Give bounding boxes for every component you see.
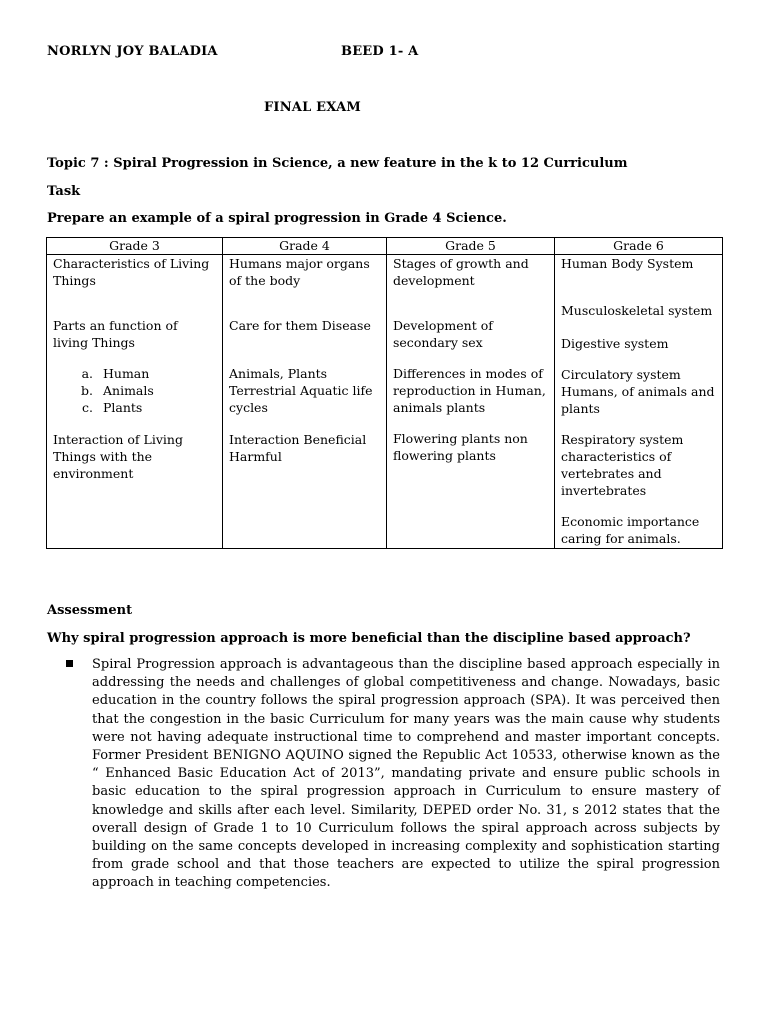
section-label: BEED 1- A [341, 44, 419, 59]
cell-grade5 [387, 255, 555, 549]
grade6-item3: Digestive system [561, 336, 669, 351]
header-grade6: Grade 6 [555, 238, 723, 255]
grade4-item3: Animals, Plants Terrestrial Aquatic life cycles [229, 366, 373, 415]
answer-paragraph: Spiral Progression approach is advantageous than the discipline based approach especially in addressing the needs and challenges of global competitiveness and change. Nowadays, basic education in the country follows the spiral progression approach (SPA). It was perceived then that the congestion in the basic Curriculum for many years was the main cause why students were not having adequate instructional time to comprehend and master important concepts. Former President BENIGNO AQUINO signed the Republic Act 10533, otherwise known as the “ Enhanced Basic Education Act of 2013”, mandating private and ensure public schools in basic education to the spiral progression approach in Curriculum to ensure mastery of knowledge and skills after each level. Similarity, DEPED order No. 31, s 2012 states that the overall design of Grade 1 to 10 Curriculum follows the spiral approach across subjects by building on the same concepts developed in increasing complexity and sophistication starting from grade school and that those teachers are expected to utilize the spiral progression approach in teaching competencies. [92, 657, 720, 891]
task-text: Prepare an example of a spiral progression in Grade 4 Science. [47, 211, 507, 226]
grade3-item2: Parts an function of living Things [53, 318, 178, 350]
header-grade3: Grade 3 [47, 238, 223, 255]
grade4-item2: Care for them Disease [229, 318, 371, 333]
grade6-item1: Human Body System [561, 256, 694, 271]
cell-grade3 [47, 255, 223, 549]
grade3-item3: Interaction of Living Things with the environment [53, 432, 183, 481]
grade6-item6: Economic importance caring for animals. [561, 514, 700, 546]
task-label: Task [47, 184, 81, 199]
student-name: NORLYN JOY BALADIA [47, 44, 218, 59]
cell-grade6 [555, 255, 723, 549]
assessment-label: Assessment [47, 603, 133, 618]
spiral-progression-table [46, 237, 723, 549]
list-item: c. Plants [97, 399, 216, 416]
square-bullet-icon [66, 660, 73, 667]
grade6-item4: Circulatory system Humans, of animals and plants [561, 367, 715, 416]
assessment-question: Why spiral progression approach is more beneficial than the discipline based approach? [47, 631, 691, 646]
table-header-row [47, 238, 723, 255]
list-item: b. Animals [97, 382, 216, 399]
grade3-sub-list [53, 365, 216, 416]
grade3-item1: Characteristics of Living Things [53, 256, 210, 288]
grade4-item4: Interaction Beneficial Harmful [229, 432, 367, 464]
cell-grade4 [223, 255, 387, 549]
grade5-item3: Differences in modes of reproduction in Human, animals plants [393, 366, 546, 415]
grade6-item5: Respiratory system characteristics of vertebrates and invertebrates [561, 432, 684, 498]
grade5-item2: Development of secondary sex [393, 318, 493, 350]
exam-title: FINAL EXAM [264, 100, 361, 115]
grade4-item1: Humans major organs of the body [229, 256, 370, 288]
grade5-item4: Flowering plants non flowering plants [393, 431, 528, 463]
grade6-item2: Musculoskeletal system [561, 303, 713, 318]
table-row [47, 255, 723, 549]
header-grade5: Grade 5 [387, 238, 555, 255]
grade5-item1: Stages of growth and development [393, 256, 529, 288]
topic-line: Topic 7 : Spiral Progression in Science, a new feature in the k to 12 Curriculum [47, 156, 628, 171]
header-grade4: Grade 4 [223, 238, 387, 255]
list-item: a. Human [97, 365, 216, 382]
